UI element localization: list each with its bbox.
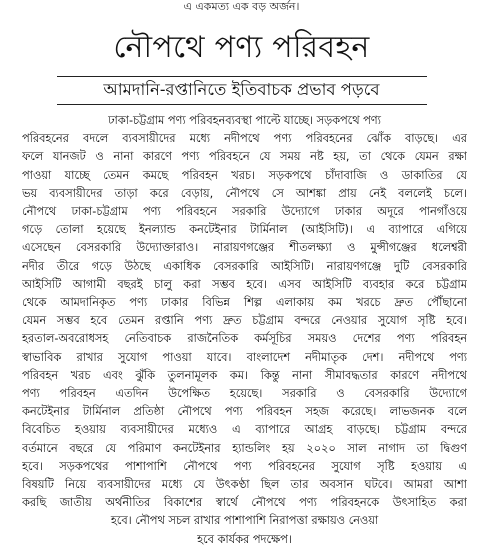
article-line: থেকে আমদানিকৃত পণ্য ঢাকার বিভিন্ন শিল্প এলাকায় কম খরচে দ্রুত পৌঁছানো: [22, 296, 467, 310]
article-line: ফলে যানজট ও নানা কারণে পণ্য পরিবহনে যে সময় নষ্ট হয়, তা থেকে যেমন রক্ষা: [22, 150, 467, 164]
article-line: বিষয়টি নিয়ে ব্যবসায়ীদের মধ্যে যে উৎকণ্ঠা ছিল তার অবসান ঘটবে। আমরা আশা: [22, 478, 467, 492]
article-line: পরিবহনের বদলে ব্যবসায়ীদের মধ্যে নদীপথে পণ্য পরিবহনের ঝোঁক বাড়ছে। এর: [22, 132, 467, 146]
article-line: হবে। সড়কপথের পাশাপাশি নৌপথে পণ্য পরিবহনের সুযোগ সৃষ্টি হওয়ায় এ: [22, 459, 467, 473]
previous-article-fragment: এ একমত্য এক বড় অর্জন।: [183, 0, 300, 13]
article-line: যেমন সম্ভব হবে তেমন রপ্তানি পণ্য দ্রুত চট্টগ্রাম বন্দরে নেওয়ার সুযোগ সৃষ্টি হবে।: [22, 314, 467, 328]
article-body: [22, 112, 467, 549]
article-line: গড়ে তোলা হয়েছে ইনল্যান্ড কনটেইনার টার্মিনাল (আইসিটি)। এ ব্যাপারে এগিয়ে: [22, 223, 467, 237]
article-headline: নৌপথে পণ্য পরিবহন: [113, 30, 370, 65]
article-subheadline: আমদানি-রপ্তানিতে ইতিবাচক প্রভাব পড়বে: [103, 80, 380, 99]
article-line: ভয় ব্যবসায়ীদের তাড়া করে বেড়ায়, নৌপথে সে আশঙ্কা প্রায় নেই বললেই চলে।: [22, 186, 467, 200]
article-line: স্বাভাবিক রাখার সুযোগ পাওয়া যাবে। বাংলাদেশ নদীমাতৃক দেশ। নদীপথে পণ্য: [22, 350, 467, 364]
article-line: এসেছেন বেসরকারি উদ্যোক্তারাও। নারায়ণগঞ্জের শীতলক্ষ্যা ও মুন্সীগঞ্জের ধলেশ্বরী: [22, 241, 467, 255]
article-line: পাওয়া যাচ্ছে তেমন কমছে পরিবহন খরচ। সড়কপথে চাঁদাবাজি ও ডাকাতির যে: [22, 168, 467, 182]
article-line: হবে। নৌপথ সচল রাখার পাশাপাশি নিরাপত্তা রক্ষায়ও নেওয়া: [110, 514, 379, 528]
article-line: আইসিটি আগামী বছরই চালু করা সম্ভব হবে। এসব আইসিটি ব্যবহার করে চট্টগ্রাম: [22, 277, 467, 291]
article-line: পরিবহন খরচ এবং ঝুঁকি তুলনামূলক কম। কিন্তু নানা সীমাবদ্ধতার কারণে নদীপথে: [22, 368, 467, 382]
article-line: হবে কার্যকর পদক্ষেপ।: [197, 532, 292, 546]
article-line: করছি জাতীয় অর্থনীতির বিকাশের স্বার্থে নৌপথে পণ্য পরিবহনকে উৎসাহিত করা: [22, 496, 467, 510]
article-line: নদীর তীরে গড়ে উঠছে একাধিক বেসরকারি আইসিটি। নারায়ণগঞ্জে দুটি বেসরকারি: [22, 259, 467, 273]
article-line: বিবেচিত হওয়ায় ব্যবসায়ীদের মধ্যেও এ ব্যাপারে আগ্রহ বাড়ছে। চট্টগ্রাম বন্দরে: [22, 423, 467, 437]
headline-divider-bottom: [57, 104, 427, 105]
article-line: হরতাল-অবরোধসহ নেতিবাচক রাজনৈতিক কর্মসূচির সময়ও দেশের পণ্য পরিবহন: [22, 332, 467, 346]
article-line: ঢাকা-চট্টগ্রাম পণ্য পরিবহনব্যবস্থা পাল্টে যাচ্ছে। সড়কপথে পণ্য: [108, 114, 381, 127]
article-line: কনটেইনার টার্মিনাল প্রতিষ্ঠা নৌপথে পণ্য পরিবহন সহজ করেছে। লাভজনক বলে: [22, 405, 467, 419]
article-line: নৌপথে ঢাকা-চট্টগ্রাম পণ্য পরিবহনে সরকারি উদ্যোগে ঢাকার অদূরে পানগাঁওয়ে: [22, 205, 467, 219]
headline-divider-top: [57, 76, 427, 77]
article-line: বর্তমানে বছরে যে পরিমাণ কনটেইনার হ্যান্ডলিং হয় ২০২০ সাল নাগাদ তা দ্বিগুণ: [22, 441, 467, 455]
article-line: পণ্য পরিবহন এতদিন উপেক্ষিত হয়েছে। সরকারি ও বেসরকারি উদ্যোগে: [22, 387, 467, 401]
